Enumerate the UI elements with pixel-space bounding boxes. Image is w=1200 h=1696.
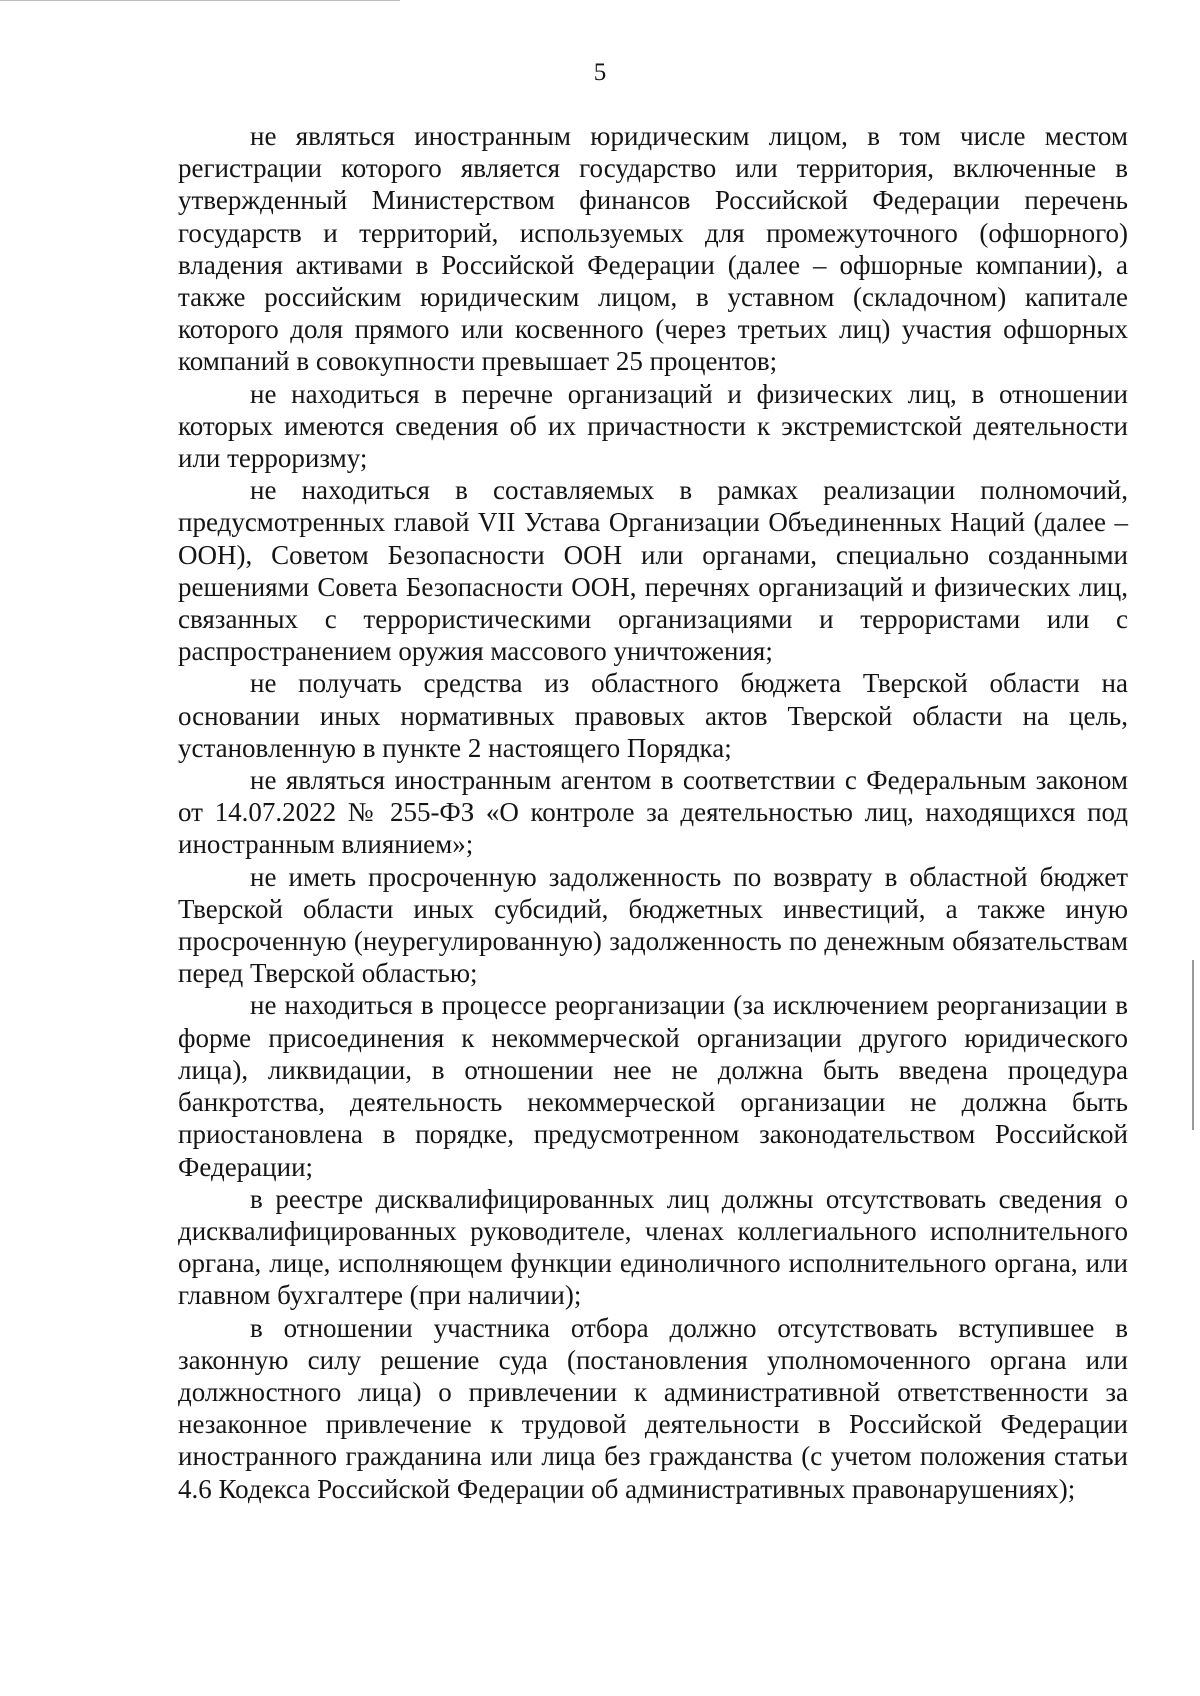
paragraph-court-decision: в отношении участника отбора должно отсутствовать вступившее в законную силу решение суда (постановления уполномоченного органа или должностного лица) о привлечении к административной ответственности за незаконное привлечение к трудовой деятельности в Российской Федерации иностранного гражданина или лица без гражданства (с учетом положения статьи 4.6 Кодекса Российской Федерации об административных правонарушениях);: [178, 1312, 1128, 1504]
scan-border-top: [0, 0, 400, 1]
paragraph-un-lists: не находиться в составляемых в рамках реализации полномочий, предусмотренных главой VII Устава Организации Объединенных Наций (далее – ООН), Советом Безопасности ООН или органами, специально созданными решениями Совета Безопасности ООН, перечнях организаций и физических лиц, связанных с террористическими организациями и террористами или с распространением оружия массового уничтожения;: [178, 475, 1128, 667]
scan-border-right: [1192, 960, 1194, 1130]
page-number: 5: [593, 59, 607, 86]
paragraph-foreign-agent: не являться иностранным агентом в соответствии с Федеральным законом от 14.07.2022 № 255-ФЗ «О контроле за деятельностью лиц, находящихся под иностранным влиянием»;: [178, 765, 1128, 860]
paragraph-overdue-debt: не иметь просроченную задолженность по возврату в областной бюджет Тверской области иных субсидий, бюджетных инвестиций, а также иную просроченную (неурегулированную) задолженность по денежным обязательствам перед Тверской областью;: [178, 861, 1128, 989]
paragraph-extremism-list: не находиться в перечне организаций и физических лиц, в отношении которых имеются сведения об их причастности к экстремистской деятельности или терроризму;: [178, 378, 1128, 474]
document-body: [178, 120, 1128, 1505]
paragraph-offshore: не являться иностранным юридическим лицом, в том числе местом регистрации которого является государство или территория, включенные в утвержденный Министерством финансов Российской Федерации перечень государств и территорий, используемых для промежуточного (офшорного) владения активами в Российской Федерации (далее – офшорные компании), а также российским юридическим лицом, в уставном (складочном) капитале которого доля прямого или косвенного (через третьих лиц) участия офшорных компаний в совокупности превышает 25 процентов;: [178, 121, 1128, 377]
paragraph-disqualified-registry: в реестре дисквалифицированных лиц должны отсутствовать сведения о дисквалифицированных руководителе, членах коллегиального исполнительного органа, лице, исполняющем функции единоличного исполнительного органа, или главном бухгалтере (при наличии);: [178, 1183, 1128, 1311]
paragraph-reorganization: не находиться в процессе реорганизации (за исключением реорганизации в форме присоединения к некоммерческой организации другого юридического лица), ликвидации, в отношении нее не должна быть введена процедура банкротства, деятельность некоммерческой организации не должна быть приостановлена в порядке, предусмотренном законодательством Российской Федерации;: [178, 990, 1128, 1182]
paragraph-budget-funds: не получать средства из областного бюджета Тверской области на основании иных нормативных правовых актов Тверской области на цель, установленную в пункте 2 настоящего Порядка;: [178, 668, 1128, 763]
